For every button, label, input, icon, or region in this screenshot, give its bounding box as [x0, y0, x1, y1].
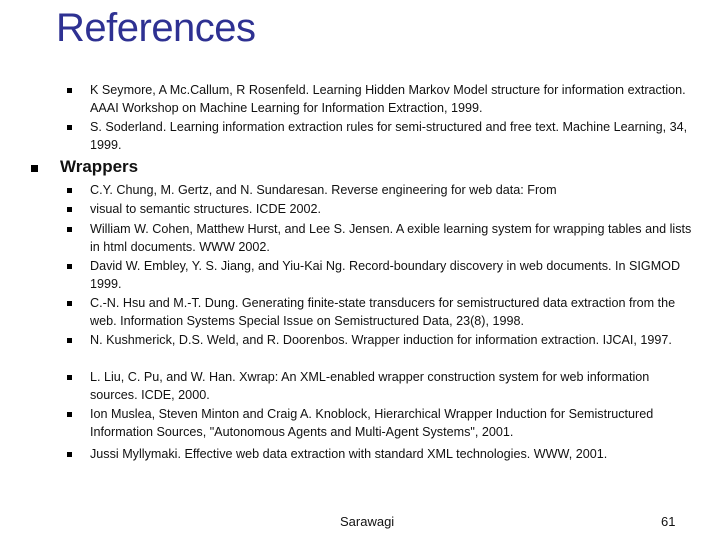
bullet-icon: [31, 165, 38, 172]
slide-title: References: [56, 6, 256, 50]
reference-item: N. Kushmerick, D.S. Weld, and R. Doorenbos. Wrapper induction for information extraction. IJCAI, 1997.: [90, 333, 672, 347]
reference-item: visual to semantic structures. ICDE 2002.: [90, 202, 321, 216]
reference-item: S. Soderland. Learning information extraction rules for semi-structured and free text. Machine Learning, 34, 1999.: [90, 120, 688, 152]
reference-item: David W. Embley, Y. S. Jiang, and Yiu-Kai Ng. Record-boundary discovery in web documents. In SIGMOD 1999.: [90, 259, 681, 291]
bullet-icon: [67, 125, 72, 130]
reference-item: C.-N. Hsu and M.-T. Dung. Generating finite-state transducers for semistructured data extraction from the web. Information Systems Special Issue on Semistructured Data, 23(8), 1998.: [90, 296, 676, 328]
bullet-icon: [67, 207, 72, 212]
bullet-icon: [67, 412, 72, 417]
reference-item: Ion Muslea, Steven Minton and Craig A. Knoblock, Hierarchical Wrapper Induction for Semistructured Information Sources, "Autonomous Agents and Multi-Agent Systems", 2001.: [90, 407, 654, 439]
bullet-icon: [67, 452, 72, 457]
bullet-icon: [67, 88, 72, 93]
bullet-icon: [67, 227, 72, 232]
section-heading: Wrappers: [60, 157, 139, 176]
reference-item: C.Y. Chung, M. Gertz, and N. Sundaresan. Reverse engineering for web data: From: [90, 183, 557, 197]
bullet-icon: [67, 188, 72, 193]
reference-item: Jussi Myllymaki. Effective web data extraction with standard XML technologies. WWW, 2001.: [90, 447, 608, 461]
reference-item: William W. Cohen, Matthew Hurst, and Lee S. Jensen. A exible learning system for wrapping tables and lists in html documents. WWW 2002.: [90, 222, 692, 254]
bullet-icon: [67, 375, 72, 380]
reference-item: L. Liu, C. Pu, and W. Han. Xwrap: An XML-enabled wrapper construction system for web information sources. ICDE, 2000.: [90, 370, 650, 402]
footer-author: Sarawagi: [340, 514, 395, 529]
page-number: 61: [661, 514, 676, 529]
bullet-icon: [67, 338, 72, 343]
bullet-icon: [67, 264, 72, 269]
reference-item: K Seymore, A Mc.Callum, R Rosenfeld. Learning Hidden Markov Model structure for information extraction. AAAI Workshop on Machine Learning for Information Extraction, 1999.: [90, 83, 686, 115]
bullet-icon: [67, 301, 72, 306]
